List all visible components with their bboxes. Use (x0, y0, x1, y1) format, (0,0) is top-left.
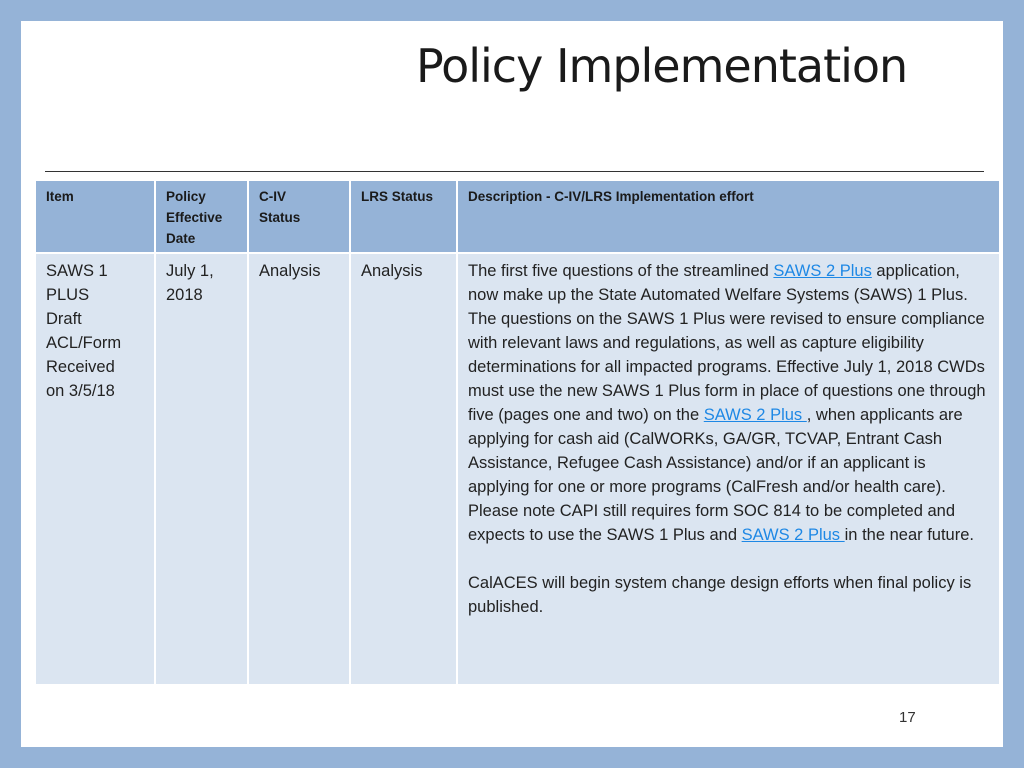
cell-line: PLUS (46, 286, 90, 304)
description-text: CalACES will begin system change design efforts when final policy is published. (468, 574, 972, 616)
header-policy-effective-date (155, 180, 248, 253)
cell-line: SAWS 1 (46, 262, 108, 280)
title-divider (45, 171, 984, 172)
saws-2-plus-link[interactable]: SAWS 2 Plus (741, 526, 845, 544)
header-description: Description - C-IV/LRS Implementation effort (457, 180, 1000, 253)
cell-line: 2018 (166, 286, 203, 304)
cell-effective-date (155, 253, 248, 685)
page-number: 17 (899, 709, 916, 726)
saws-2-plus-link[interactable]: SAWS 2 Plus (773, 262, 872, 280)
cell-line: Received (46, 358, 115, 376)
header-line: Date (166, 231, 196, 246)
description-text: in the near future. (844, 526, 974, 544)
header-line: Effective (166, 210, 223, 225)
cell-line: July 1, (166, 262, 214, 280)
header-line: Policy (166, 189, 206, 204)
header-line: Status (259, 210, 301, 225)
cell-line: on 3/5/18 (46, 382, 115, 400)
table-row (35, 253, 1000, 685)
saws-2-plus-link[interactable]: SAWS 2 Plus (703, 406, 807, 424)
cell-line: ACL/Form (46, 334, 122, 352)
header-lrs-status: LRS Status (350, 180, 457, 253)
description-text: application, now make up the State Automated Welfare Systems (SAWS) 1 Plus. The questions on the SAWS 1 Plus were revised to ensure compliance with relevant laws and regulations, as well as capture eligibility determinations for all impacted programs. Effective July 1, 2018 CWDs must use the new SAWS 1 Plus form in place of questions one through five (pages one and two) on the (468, 262, 986, 424)
cell-lrs-status: Analysis (350, 253, 457, 685)
description-text: The first five questions of the streamlined (468, 262, 774, 280)
slide (21, 21, 1003, 747)
header-line: C-IV (259, 189, 286, 204)
cell-line: Draft (46, 310, 82, 328)
table-header-row (35, 180, 1000, 253)
slide-title: Policy Implementation (416, 39, 908, 93)
header-civ-status (248, 180, 350, 253)
cell-civ-status: Analysis (248, 253, 350, 685)
cell-item (35, 253, 155, 685)
policy-table (34, 179, 1001, 686)
cell-description (457, 253, 1000, 685)
paragraph-gap (468, 547, 989, 571)
header-item: Item (35, 180, 155, 253)
description-text: , when applicants are applying for cash aid (CalWORKs, GA/GR, TCVAP, Entrant Cash Assistance, Refugee Cash Assistance) and/or if an applicant is applying for one or more programs (CalFresh and/or health care). Please note CAPI still requires form SOC 814 to be completed and expects to use the SAWS 1 Plus and (468, 406, 963, 544)
